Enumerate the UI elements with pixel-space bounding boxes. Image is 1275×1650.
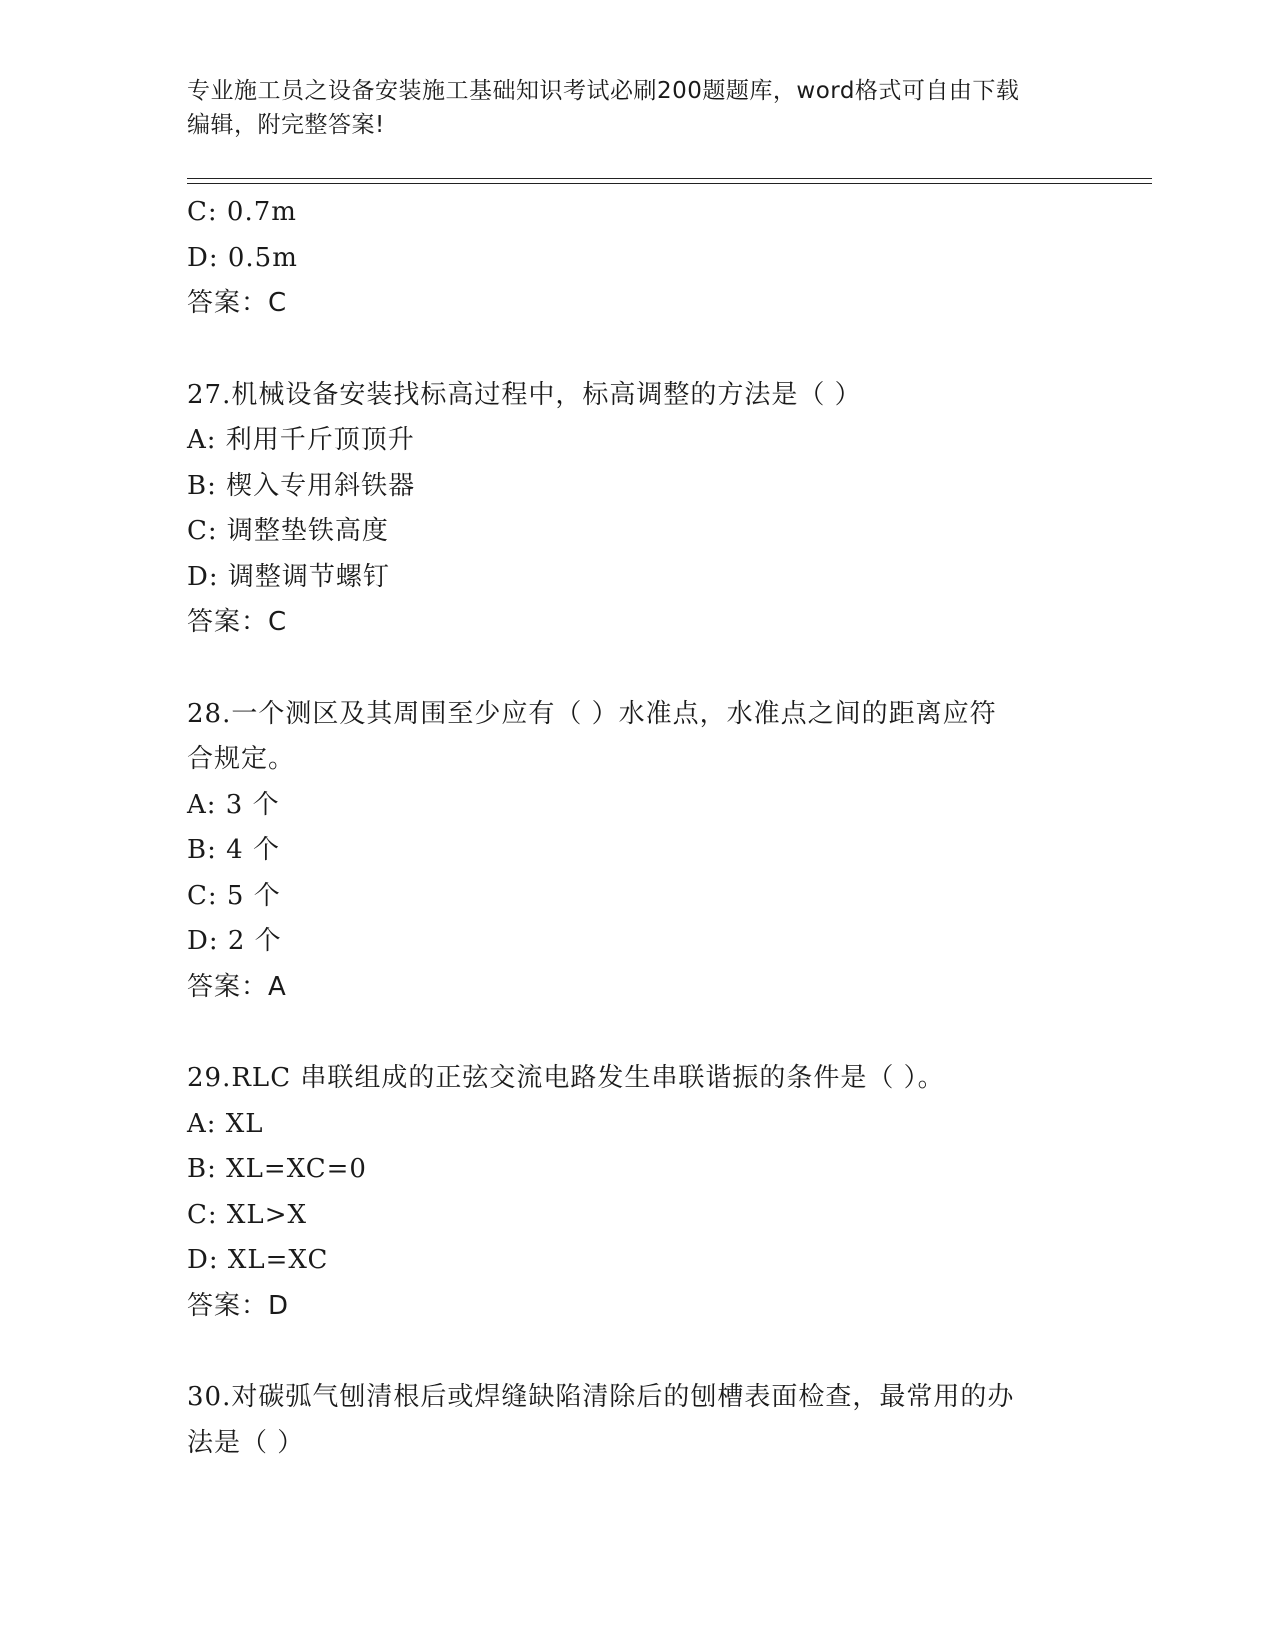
option-a: A: XL <box>187 1108 264 1139</box>
option-d: D: 2 个 <box>187 926 282 956</box>
question-stem: 27.机械设备安装找标高过程中，标高调整的方法是（ ） <box>187 379 862 410</box>
option-c: C: 5 个 <box>187 880 281 911</box>
option-d: D: XL=XC <box>187 1245 329 1275</box>
question-28 <box>187 692 1087 1011</box>
answer-line: 答案：D <box>187 1290 290 1321</box>
question-stem-continued: 法是（ ） <box>187 1427 305 1458</box>
option-c: C: 0.7m <box>187 197 297 227</box>
option-b: B: XL=XC=0 <box>187 1154 367 1184</box>
header-line-2: 编辑，附完整答案! <box>187 112 385 138</box>
question-29 <box>187 1056 1087 1329</box>
header-divider-top <box>187 178 1152 179</box>
question-list <box>187 190 1087 1466</box>
answer-line: 答案：C <box>187 607 288 637</box>
header-divider-bottom <box>187 183 1152 184</box>
option-d: D: 0.5m <box>187 242 298 273</box>
question-27 <box>187 373 1087 646</box>
option-b: B: 4 个 <box>187 835 280 865</box>
header-line-1: 专业施工员之设备安装施工基础知识考试必刷200题题库，word格式可自由下载 <box>187 78 1020 104</box>
question-30 <box>187 1375 1087 1466</box>
answer-line: 答案：A <box>187 971 287 1002</box>
option-b: B: 楔入专用斜铁器 <box>187 470 416 501</box>
question-stem-continued: 合规定。 <box>187 744 296 774</box>
question-stem: 29.RLC 串联组成的正弦交流电路发生串联谐振的条件是（ ）。 <box>187 1063 945 1093</box>
page-header <box>187 74 1067 142</box>
option-a: A: 利用千斤顶顶升 <box>187 425 415 455</box>
question-stem: 28.一个测区及其周围至少应有（ ）水准点，水准点之间的距离应符 <box>187 698 997 729</box>
option-c: C: 调整垫铁高度 <box>187 516 389 546</box>
option-a: A: 3 个 <box>187 789 280 820</box>
option-d: D: 调整调节螺钉 <box>187 561 390 592</box>
question-26-continued <box>187 190 1087 327</box>
question-stem: 30.对碳弧气刨清根后或焊缝缺陷清除后的刨槽表面检查，最常用的办 <box>187 1382 1015 1412</box>
option-c: C: XL>X <box>187 1199 307 1230</box>
answer-line: 答案：C <box>187 288 288 318</box>
